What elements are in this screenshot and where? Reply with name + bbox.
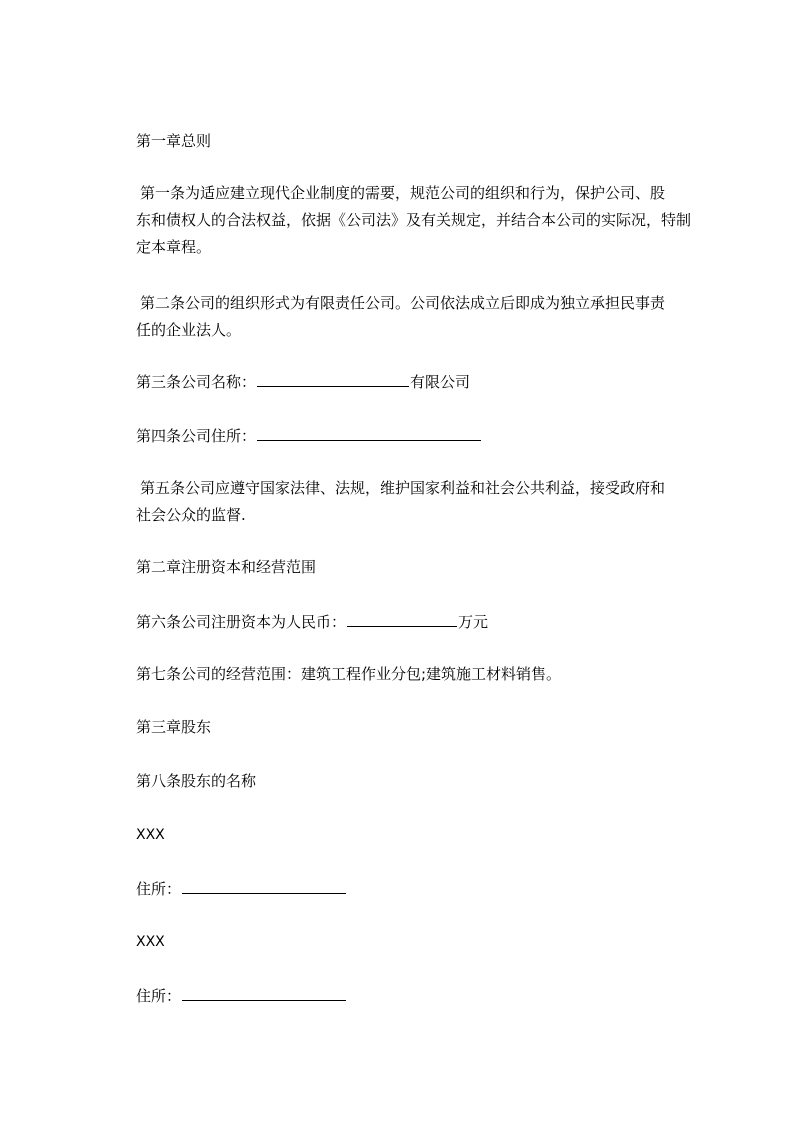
article-5-line-2: 社会公众的监督. (136, 506, 246, 524)
shareholder-2-address-blank (182, 985, 346, 1001)
article-3-label: 第三条公司名称： (136, 373, 257, 391)
chapter-3-title: 第三章股东 (136, 718, 212, 736)
article-3-suffix: 有限公司 (410, 373, 471, 391)
registered-capital-blank (347, 611, 457, 627)
article-6-suffix: 万元 (458, 613, 489, 631)
shareholder-2-address (136, 985, 347, 1006)
article-6 (136, 611, 488, 632)
company-address-blank (257, 425, 481, 441)
shareholder-2-address-label: 住所： (136, 987, 182, 1005)
article-2-line-1: 第二条公司的组织形式为有限责任公司。公司依法成立后即成为独立承担民事责 (140, 294, 666, 312)
article-8: 第八条股东的名称 (136, 772, 257, 790)
article-7: 第七条公司的经营范围：建筑工程作业分包;建筑施工材料销售。 (136, 665, 562, 683)
shareholder-1-name: XXX (136, 827, 165, 843)
shareholder-1-address (136, 878, 347, 899)
article-1-line-2: 东和债权人的合法权益，依据《公司法》及有关规定，并结合本公司的实际况，特制 (136, 211, 692, 229)
article-6-label: 第六条公司注册资本为人民币： (136, 613, 347, 631)
chapter-1-title: 第一章总则 (136, 132, 212, 150)
shareholder-1-address-blank (182, 878, 346, 894)
article-1-line-3: 定本章程。 (136, 238, 212, 256)
chapter-2-title: 第二章注册资本和经营范围 (136, 558, 317, 576)
article-3 (136, 371, 470, 392)
article-2-line-2: 任的企业法人。 (136, 321, 242, 339)
company-name-blank (257, 371, 409, 387)
article-5-line-1: 第五条公司应遵守国家法律、法规，维护国家利益和社会公共利益，接受政府和 (140, 479, 666, 497)
shareholder-1-address-label: 住所： (136, 880, 182, 898)
article-1-line-1: 第一条为适应建立现代企业制度的需要，规范公司的组织和行为，保护公司、股 (140, 184, 666, 202)
article-4 (136, 425, 482, 446)
shareholder-2-name: XXX (136, 934, 165, 950)
article-4-label: 第四条公司住所： (136, 427, 257, 445)
